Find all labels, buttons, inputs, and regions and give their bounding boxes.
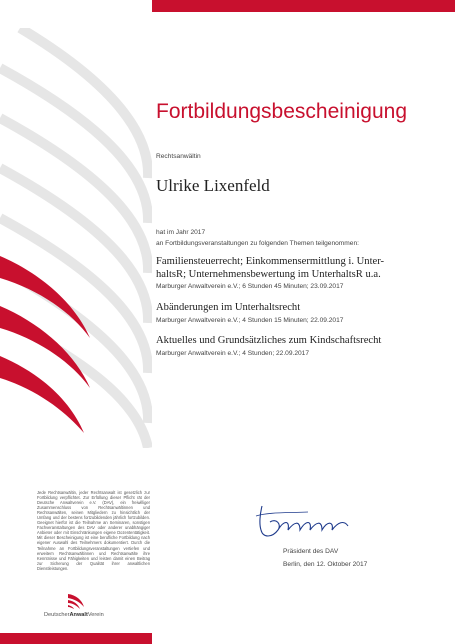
place-date: Berlin, den 12. Oktober 2017 bbox=[283, 561, 368, 568]
dav-logo-text bbox=[44, 612, 104, 618]
course-3-meta: Marburger Anwaltverein e.V.; 4 Stunden; 22.09.2017 bbox=[156, 350, 309, 357]
handwritten-signature bbox=[248, 500, 358, 542]
course-3-title bbox=[156, 335, 441, 348]
intro-year-line: hat im Jahr 2017 bbox=[156, 229, 206, 236]
signer-title: Präsident des DAV bbox=[283, 548, 339, 555]
logo-text-part: Verein bbox=[87, 612, 104, 618]
bottom-red-bar bbox=[0, 633, 152, 644]
course-2-meta: Marburger Anwaltverein e.V.; 4 Stunden 15 Minuten; 22.09.2017 bbox=[156, 317, 344, 324]
course-1-meta: Marburger Anwaltverein e.V.; 6 Stunden 45 Minuten; 23.09.2017 bbox=[156, 283, 344, 290]
course-3-title-line: Aktuelles und Grundsätzliches zum Kindschaftsrecht bbox=[156, 335, 382, 346]
course-1-title-line: Familiensteuerrecht; Einkommensermittlung i. Unter- bbox=[156, 256, 385, 267]
course-2-title-line: Abänderungen im Unterhaltsrecht bbox=[156, 302, 301, 313]
logo-text-part: Anwalt bbox=[69, 612, 88, 618]
legal-footnote: Jede Rechtsanwältin, jeder Rechtsanwalt ist gesetzlich zur Fortbildung verpflichtet. Zur Erfüllung dieser Pflicht rät der Deutsche Anwaltverein e.V. (DAV), ein freiwilliger Zusammenschluss von Rechtsanwältinnen und Rechtsanwälten, seinen Mitgliedern zu hinsichtlich der Umfang und der bestens fortzubildenden jährlich fortzubilden. Geeignet hierfür ist die Teilnahme an Seminaren, sonstigen Fachveranstaltungen des DAV oder anderer unabhängiger Anbieter oder mit Einschränkungen eigene Dozententätigkeit. Mit dieser Bescheinigung ist eine berufliche Fortbildung nach eigener Auswahl des Teilnehmers dokumentiert. Durch die Teilnahme an Fortbildungsveranstaltungen vertiefen und erweitern Rechtsanwältinnen und Rechtsanwälte ihre Kenntnisse und Fähigkeiten und leisten damit einen Beitrag zur Sicherung der Qualität ihrer anwaltlichen Dienstleistungen. bbox=[37, 490, 150, 571]
course-2-title bbox=[156, 302, 441, 315]
course-1-title bbox=[156, 256, 441, 281]
dav-logo-icon bbox=[66, 590, 86, 610]
person-name: Ulrike Lixenfeld bbox=[156, 176, 270, 195]
course-1-title-line: haltsR; Unternehmensbewertung im UnterhaltsR u.a. bbox=[156, 268, 381, 280]
certificate-title: Fortbildungsbescheinigung bbox=[156, 100, 408, 123]
decorative-swoosh-graphic bbox=[0, 28, 152, 448]
logo-text-part: Deutscher bbox=[44, 612, 70, 618]
top-red-bar bbox=[152, 0, 455, 12]
intro-topics-line: an Fortbildungsveranstaltungen zu folgenden Themen teilgenommen: bbox=[156, 240, 359, 247]
profession-label: Rechtsanwältin bbox=[156, 153, 201, 160]
